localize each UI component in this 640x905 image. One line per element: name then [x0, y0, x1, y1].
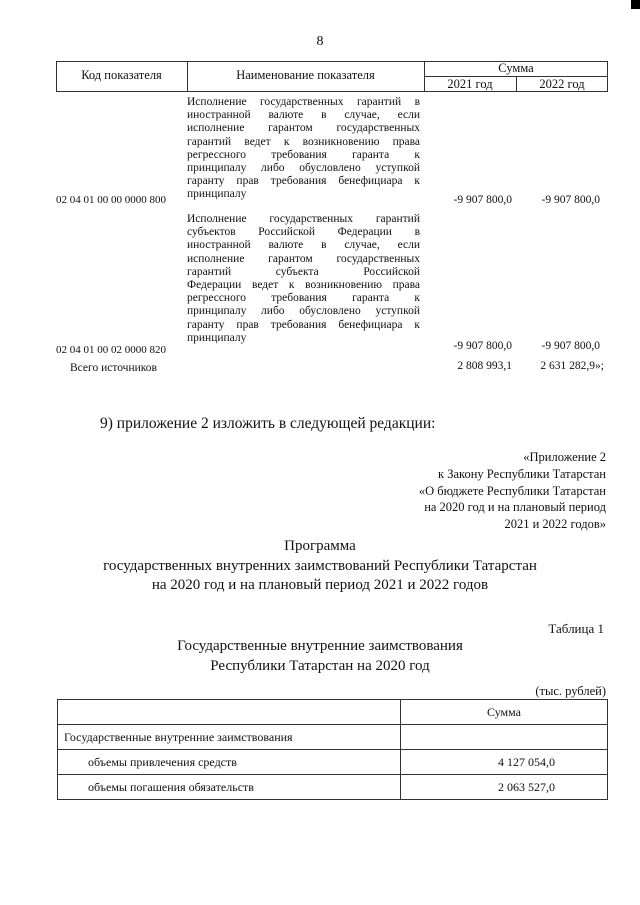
header-name: Наименование показателя	[236, 68, 375, 82]
row2-code: 02 04 01 00 02 0000 820	[56, 344, 166, 356]
table2-title: Государственные внутренние заимствования Республики Татарстан на 2020 год	[177, 638, 463, 674]
header-sum: Сумма	[498, 61, 534, 75]
row2-value-2022: -9 907 800,0	[541, 340, 600, 352]
table-number: Таблица 1	[548, 621, 604, 636]
table-row: объемы привлечения средств 4 127 054,0	[58, 750, 608, 775]
page-number: 8	[316, 34, 324, 49]
row2-description: Исполнение государственных гарантий субъектов Российской Федерации в иностранной валюте в случае, если исполнение гарантом государственных гарантий субъекта Российской Федерации ведет к возникновению права регрессного требования гаранта к принципалу либо обусловлено уступкой гаранту прав требования бенефициара к принципалу	[187, 213, 420, 344]
row2-value-2021: -9 907 800,0	[453, 340, 512, 352]
table-row	[58, 700, 608, 725]
row1-code: 02 04 01 00 00 0000 800	[56, 194, 166, 206]
corner-mark	[631, 0, 640, 9]
row1-value-2021: -9 907 800,0	[453, 194, 512, 206]
borrowings-table	[57, 699, 608, 800]
units-label: (тыс. рублей)	[535, 684, 606, 698]
header-code: Код показателя	[81, 68, 162, 82]
header-year-2021: 2021 год	[447, 77, 493, 91]
program-title: Программа государственных внутренних заимствований Республики Татарстан на 2020 год и на плановый период 2021 и 2022 годов	[103, 538, 537, 593]
total-label: Всего источников	[70, 362, 157, 374]
row1-value-2022: -9 907 800,0	[541, 194, 600, 206]
table-row: объемы погашения обязательств 2 063 527,0	[58, 775, 608, 800]
total-value-2021: 2 808 993,1	[457, 360, 512, 372]
header-year-2022: 2022 год	[539, 77, 585, 91]
table-row: Государственные внутренние заимствования	[58, 725, 608, 750]
row1-description: Исполнение государственных гарантий в иностранной валюте в случае, если исполнение гарантом государственных гарантий ведет к возникновению права регрессного требования гаранта к принципалу либо обусловлено уступкой гаранту прав требования бенефициара к принципалу	[187, 96, 420, 201]
appendix-header: «Приложение 2 к Закону Республики Татарстан «О бюджете Республики Татарстан на 2020 год и на плановый период 2021 и 2022 годов»	[418, 450, 606, 532]
header-sum-2: Сумма	[401, 700, 608, 725]
paragraph-9: 9) приложение 2 изложить в следующей редакции:	[100, 415, 436, 432]
total-value-2022: 2 631 282,9»;	[540, 360, 604, 372]
